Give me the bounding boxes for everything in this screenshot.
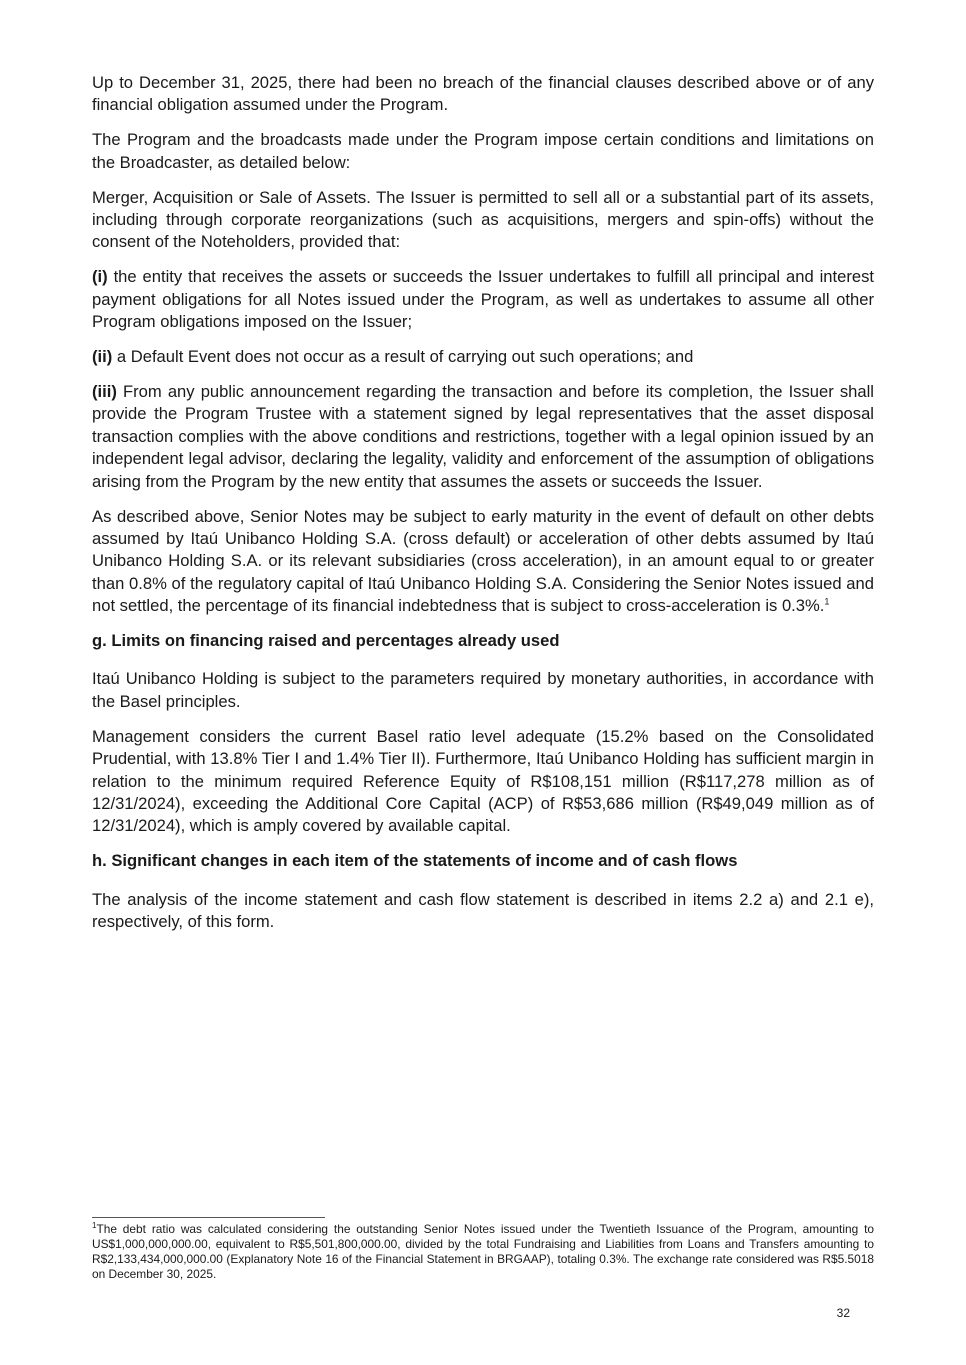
paragraph-merger-acquisition: Merger, Acquisition or Sale of Assets. The Issuer is permitted to sell all or a substantial part of its assets, including through corporate reorganizations (such as acquisitions, mergers and spin-offs) without the consent of the Noteholders, provided that: <box>92 187 874 252</box>
paragraph-basel-parameters: Itaú Unibanco Holding is subject to the parameters required by monetary authorities, in accordance with the Basel principles. <box>92 669 874 711</box>
paragraph-cross-acceleration-text: As described above, Senior Notes may be subject to early maturity in the event of default on other debts assumed by Itaú Unibanco Holding S.A. (cross default) or acceleration of other debts assumed by Itaú Unibanco Holding S.A. or its relevant subsidiaries (cross acceleration), in an amount equal to or greater than 0.8% of the regulatory capital of Itaú Unibanco Holding S.A. Considering the Senior Notes issued and not settled, the percentage of its financial indebtedness that is subject to cross-acceleration is 0.3%. <box>92 506 874 616</box>
paragraph-no-breach: Up to December 31, 2025, there had been no breach of the financial clauses described above or of any financial obligation assumed under the Program. <box>92 73 874 115</box>
list-item-iii-label: (iii) <box>92 381 117 401</box>
footnote-text: The debt ratio was calculated considering the outstanding Senior Notes issued under the Twentieth Issuance of the Program, amounting to US$1,000,000,000.00, equivalent to R$5,501,800,000.00, divided by the total Fundraising and Liabilities from Loans and Transfers amounting to R$2,133,434,000,000.00 (Explanatory Note 16 of the Financial Statement in BRGAAP), totaling 0.3%. The exchange rate considered was R$5.5018 on December 30, 2025. <box>92 1222 874 1281</box>
list-item-i-text: the entity that receives the assets or succeeds the Issuer undertakes to fulfill all principal and interest payment obligations for all Notes issued under the Program, as well as undertakes to assume all other Program obligations imposed on the Issuer; <box>92 267 874 332</box>
paragraph-income-cashflow: The analysis of the income statement and cash flow statement is described in items 2.2 a) and 2.1 e), respectively, of this form. <box>92 889 874 932</box>
paragraph-cross-acceleration <box>92 506 874 618</box>
list-item-iii-text: From any public announcement regarding the transaction and before its completion, the Issuer shall provide the Program Trustee with a statement signed by legal representatives that the asset disposal transaction complies with the above conditions and restrictions, together with a legal opinion issued by an independent legal advisor, declaring the legality, validity and enforcement of the assumption of obligations arising from the Program by the new entity that assumes the assets or succeeds the Issuer. <box>92 381 874 491</box>
list-item-i-label: (i) <box>92 267 108 287</box>
list-item-iii <box>92 381 874 493</box>
footnote-marker: 1 <box>92 1221 97 1231</box>
footnote <box>92 1222 874 1282</box>
list-item-ii-text: a Default Event does not occur as a result of carrying out such operations; and <box>112 347 694 367</box>
paragraph-basel-ratio: Management considers the current Basel ratio level adequate (15.2% based on the Consolidated Prudential, with 13.8% Tier I and 1.4% Tier II). Furthermore, Itaú Unibanco Holding has sufficient margin in relation to the minimum required Reference Equity of R$108,151 million (R$117,278 million as of 12/31/2024), exceeding the Additional Core Capital (ACP) of R$53,686 million (R$49,049 million as of 12/31/2024), which is amply covered by available capital. <box>92 726 874 836</box>
document-body <box>92 72 874 946</box>
list-item-ii <box>92 346 874 368</box>
section-h-heading: h. Significant changes in each item of the statements of income and of cash flows <box>92 851 738 871</box>
list-item-ii-label: (ii) <box>92 347 113 367</box>
paragraph-program-conditions: The Program and the broadcasts made under the Program impose certain conditions and limitations on the Broadcaster, as detailed below: <box>92 130 874 172</box>
page-number: 32 <box>836 1306 850 1320</box>
footnote-reference[interactable]: 1 <box>824 596 830 607</box>
footnote-divider <box>92 1217 325 1218</box>
list-item-i <box>92 266 874 333</box>
section-g-heading: g. Limits on financing raised and percentages already used <box>92 631 560 651</box>
